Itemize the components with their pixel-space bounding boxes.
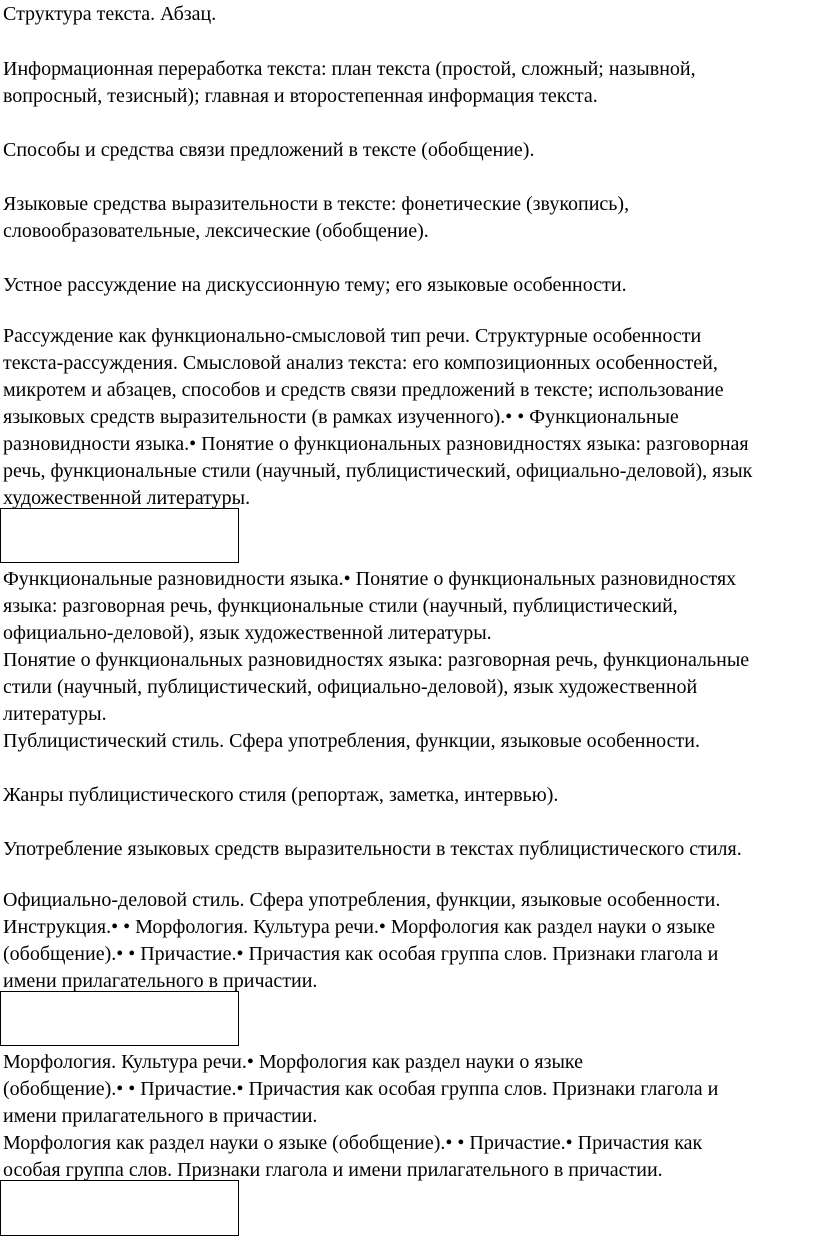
text-line: Морфология. Культура речи.• Морфология как раздел науки о языке [3, 1051, 583, 1073]
text-line: микротем и абзацев, способов и средств связи предложений в тексте; использование [3, 379, 724, 401]
text-line: текста-рассуждения. Смысловой анализ текста: его композиционных особенностей, [3, 352, 718, 374]
text-line: Морфология как раздел науки о языке (обобщение).• • Причастие.• Причастия как [3, 1132, 703, 1154]
text-line: Жанры публицистического стиля (репортаж, заметка, интервью). [3, 784, 559, 806]
text-line: Инструкция.• • Морфология. Культура речи.• Морфология как раздел науки о языке [3, 916, 716, 938]
empty-box [0, 991, 239, 1046]
text-line: Употребление языковых средств выразительности в текстах публицистического стиля. [3, 838, 742, 860]
text-line: вопросный, тезисный); главная и второстепенная информация текста. [3, 85, 598, 107]
text-line: (обобщение).• • Причастие.• Причастия как особая группа слов. Признаки глагола и [3, 1078, 719, 1100]
text-line: литературы. [3, 703, 107, 725]
text-line: имени прилагательного в причастии. [3, 1105, 318, 1127]
text-line: Официально-деловой стиль. Сфера употребления, функции, языковые особенности. [3, 889, 721, 911]
text-line: особая группа слов. Признаки глагола и имени прилагательного в причастии. [3, 1159, 663, 1181]
text-line: (обобщение).• • Причастие.• Причастия как особая группа слов. Признаки глагола и [3, 943, 719, 965]
empty-box [0, 508, 239, 563]
text-line: художественной литературы. [3, 487, 251, 509]
text-line: языковых средств выразительности (в рамках изученного).• • Функциональные [3, 406, 679, 428]
empty-box [0, 1180, 239, 1236]
text-line: Языковые средства выразительности в тексте: фонетические (звукопись), [3, 193, 630, 215]
text-line: стили (научный, публицистический, официально-деловой), язык художественной [3, 676, 698, 698]
text-line: Публицистический стиль. Сфера употребления, функции, языковые особенности. [3, 730, 700, 752]
text-line: языка: разговорная речь, функциональные стили (научный, публицистический, [3, 595, 678, 617]
text-line: Информационная переработка текста: план текста (простой, сложный; назывной, [3, 58, 696, 80]
text-line: Понятие о функциональных разновидностях языка: разговорная речь, функциональные [3, 649, 750, 671]
text-line: имени прилагательного в причастии. [3, 970, 318, 992]
text-line: Устное рассуждение на дискуссионную тему; его языковые особенности. [3, 274, 627, 296]
text-line: словообразовательные, лексические (обобщение). [3, 220, 429, 242]
text-line: Способы и средства связи предложений в тексте (обобщение). [3, 139, 535, 161]
text-line: Функциональные разновидности языка.• Понятие о функциональных разновидностях [3, 568, 737, 590]
text-line: речь, функциональные стили (научный, публицистический, официально-деловой), язык [3, 460, 753, 482]
text-line: разновидности языка.• Понятие о функциональных разновидностях языка: разговорная [3, 433, 749, 455]
text-line: Структура текста. Абзац. [3, 3, 217, 25]
text-line: официально-деловой), язык художественной литературы. [3, 622, 492, 644]
text-line: Рассуждение как функционально-смысловой тип речи. Структурные особенности [3, 325, 702, 347]
